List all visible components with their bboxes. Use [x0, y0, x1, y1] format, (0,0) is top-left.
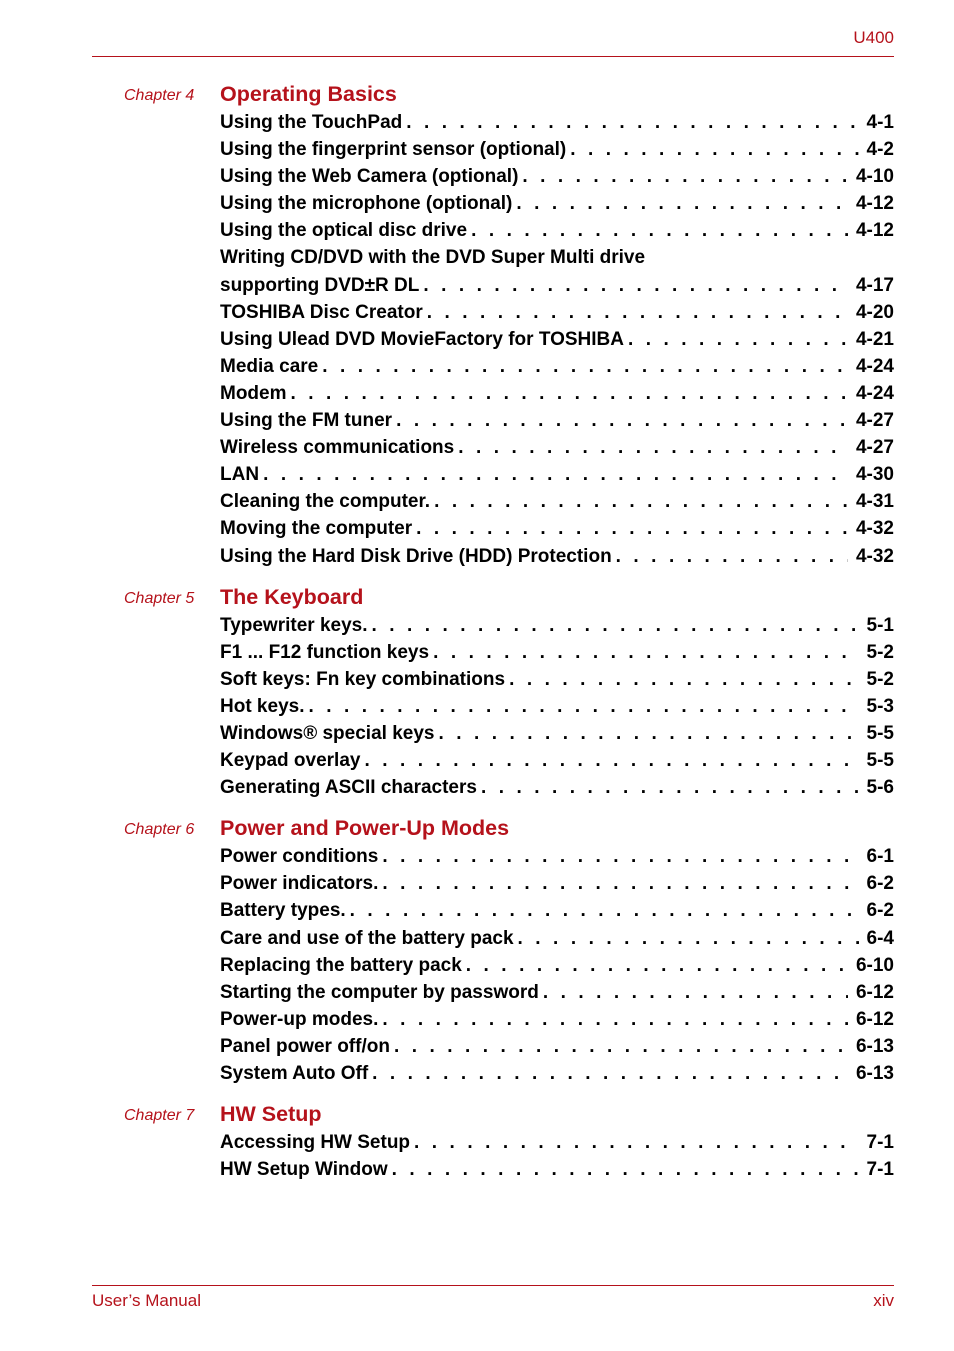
dot-leader — [392, 1156, 859, 1183]
toc-entry-title: Power-up modes. — [220, 1008, 379, 1030]
toc-entry-page: 5-2 — [866, 668, 894, 690]
dot-leader — [522, 163, 848, 190]
toc-entry-page: 4-21 — [855, 328, 894, 350]
toc-entry-title: Power indicators. — [220, 873, 379, 895]
toc-entry[interactable] — [220, 272, 894, 299]
toc-entry[interactable] — [220, 136, 894, 163]
toc-entry-page: 6-13 — [855, 1063, 894, 1084]
chapter-label: Chapter 6 — [124, 821, 195, 839]
toc-entry-title: Using the Hard Disk Drive (HDD) Protection — [220, 545, 612, 567]
chapter-entry-list — [220, 612, 894, 802]
toc-entry[interactable] — [220, 1156, 894, 1183]
toc-entry-page: 4-10 — [855, 166, 894, 188]
toc-entry[interactable] — [220, 353, 894, 380]
toc-entry-title: Using the Web Camera (optional) — [220, 166, 519, 188]
toc-entry-title: Soft keys: Fn key combinations — [220, 668, 506, 690]
toc-entry-title: Using the optical disc drive — [220, 220, 468, 242]
toc-entry[interactable] — [220, 190, 894, 217]
dot-leader — [466, 952, 848, 979]
toc-entry[interactable] — [220, 488, 894, 515]
dot-leader — [372, 1060, 848, 1087]
dot-leader — [414, 1129, 858, 1156]
toc-entry-page: 5-5 — [866, 750, 894, 772]
toc-entry[interactable] — [220, 1006, 894, 1033]
toc-entry-page: 6-10 — [855, 954, 894, 976]
dot-leader — [291, 380, 848, 407]
toc-entry-title: Windows® special keys — [220, 722, 435, 744]
dot-leader — [364, 747, 858, 774]
toc-entry-title: Using the microphone (optional) — [220, 193, 513, 215]
toc-entry-title: Cleaning the computer. — [220, 491, 431, 513]
toc-entry-page: 4-17 — [855, 274, 894, 296]
toc-entry-title: Keypad overlay — [220, 750, 361, 772]
toc-entry[interactable] — [220, 747, 894, 774]
chapter-entry-list — [220, 1129, 894, 1183]
chapter-section — [0, 583, 954, 802]
toc-entry[interactable] — [220, 244, 894, 271]
dot-leader — [382, 870, 858, 897]
toc-entry-title: F1 ... F12 function keys — [220, 641, 430, 663]
toc-entry-page: 4-12 — [855, 220, 894, 242]
toc-entry[interactable] — [220, 720, 894, 747]
toc-entry-title: Accessing HW Setup — [220, 1132, 411, 1154]
toc-entry-title: Using the fingerprint sensor (optional) — [220, 139, 567, 161]
toc-entry-title: Panel power off/on — [220, 1035, 390, 1057]
toc-entry[interactable] — [220, 434, 894, 461]
toc-entry-title: Generating ASCII characters — [220, 777, 477, 799]
dot-leader — [434, 488, 848, 515]
toc-entry[interactable] — [220, 639, 894, 666]
dot-leader — [308, 693, 858, 720]
toc-entry[interactable] — [220, 217, 894, 244]
toc-entry[interactable] — [220, 543, 894, 570]
dot-leader — [616, 543, 848, 570]
toc-entry-title: Moving the computer — [220, 518, 413, 540]
chapter-entry-list — [220, 843, 894, 1087]
toc-entry-title: Writing CD/DVD with the DVD Super Multi drive — [220, 247, 646, 269]
toc-entry-page: 4-32 — [855, 518, 894, 540]
dot-leader — [394, 1033, 848, 1060]
toc-entry-page: 6-13 — [855, 1035, 894, 1057]
dot-leader — [350, 897, 859, 924]
chapter-label: Chapter 4 — [124, 87, 195, 104]
dot-leader — [433, 639, 858, 666]
toc-entry[interactable] — [220, 461, 894, 488]
toc-entry-page: 4-1 — [866, 112, 894, 133]
footer-page-number: xiv — [873, 1291, 894, 1310]
chapter-label: Chapter 7 — [124, 1107, 195, 1125]
toc-entry[interactable] — [220, 952, 894, 979]
toc-entry-page: 5-5 — [866, 722, 894, 744]
toc-entry-page: 7-1 — [866, 1132, 894, 1154]
toc-entry-title: Replacing the battery pack — [220, 954, 462, 976]
table-of-contents — [0, 80, 954, 1196]
toc-entry-page: 4-2 — [866, 139, 894, 161]
dot-leader — [382, 1006, 848, 1033]
header-model-name: U400 — [853, 28, 894, 47]
dot-leader — [543, 979, 848, 1006]
toc-entry-page: 6-2 — [866, 900, 894, 922]
toc-entry[interactable] — [220, 925, 894, 952]
toc-entry[interactable] — [220, 407, 894, 434]
dot-leader — [427, 299, 848, 326]
dot-leader — [518, 925, 859, 952]
toc-entry-page: 5-6 — [866, 777, 894, 799]
toc-entry[interactable] — [220, 693, 894, 720]
toc-entry-title: Typewriter keys. — [220, 614, 368, 636]
dot-leader — [263, 461, 848, 488]
dot-leader — [471, 217, 848, 244]
toc-entry[interactable] — [220, 774, 894, 801]
toc-entry[interactable] — [220, 1060, 894, 1087]
toc-entry-title: Using the TouchPad — [220, 112, 403, 133]
chapter-label: Chapter 5 — [124, 589, 195, 607]
toc-entry-page: 4-12 — [855, 193, 894, 215]
toc-entry[interactable] — [220, 1129, 894, 1156]
chapter-section — [0, 814, 954, 1087]
toc-entry-page: 4-24 — [855, 382, 894, 404]
toc-entry-page: 4-32 — [855, 545, 894, 567]
dot-leader — [458, 434, 848, 461]
toc-entry-page: 4-24 — [855, 355, 894, 377]
toc-entry-title: supporting DVD±R DL — [220, 274, 420, 296]
dot-leader — [423, 272, 848, 299]
toc-entry-page: 5-1 — [866, 614, 894, 636]
chapter-title[interactable]: HW Setup — [220, 1102, 322, 1127]
toc-entry[interactable] — [220, 897, 894, 924]
dot-leader — [481, 774, 859, 801]
toc-entry[interactable] — [220, 299, 894, 326]
toc-entry-page: 4-30 — [855, 464, 894, 486]
toc-entry-title: Power conditions — [220, 846, 379, 868]
toc-entry-page: 4-27 — [855, 410, 894, 432]
toc-entry[interactable] — [220, 163, 894, 190]
toc-entry-title: Using Ulead DVD MovieFactory for TOSHIBA — [220, 328, 624, 350]
dot-leader — [416, 515, 848, 542]
toc-entry-page: 5-2 — [866, 641, 894, 663]
toc-entry[interactable] — [220, 1033, 894, 1060]
chapter-title[interactable]: The Keyboard — [220, 584, 364, 609]
toc-entry-title: Using the FM tuner — [220, 410, 393, 432]
toc-entry-title: Hot keys. — [220, 695, 305, 717]
toc-entry[interactable] — [220, 870, 894, 897]
toc-entry-page: 6-12 — [855, 981, 894, 1003]
dot-leader — [509, 666, 858, 693]
chapter-section — [0, 1100, 954, 1183]
footer-manual-title: User’s Manual — [92, 1291, 201, 1310]
dot-leader — [516, 190, 848, 217]
dot-leader — [322, 353, 848, 380]
toc-entry-title: HW Setup Window — [220, 1159, 388, 1181]
footer-rule — [92, 1285, 894, 1286]
toc-entry-page: 5-3 — [866, 695, 894, 717]
toc-entry-title: Media care — [220, 355, 319, 377]
toc-entry-page: 6-4 — [866, 927, 894, 949]
toc-entry-title: TOSHIBA Disc Creator — [220, 301, 423, 323]
toc-entry[interactable] — [220, 979, 894, 1006]
toc-entry-page: 6-2 — [866, 873, 894, 895]
dot-leader — [438, 720, 858, 747]
toc-entry[interactable] — [220, 612, 894, 639]
dot-leader — [382, 843, 858, 870]
toc-entry-page: 7-1 — [866, 1159, 894, 1181]
dot-leader — [570, 136, 858, 163]
chapter-title[interactable]: Operating Basics — [220, 82, 397, 106]
toc-entry-title: Care and use of the battery pack — [220, 927, 514, 949]
toc-entry-title: Wireless communications — [220, 437, 455, 459]
toc-entry-title: Modem — [220, 382, 287, 404]
toc-entry-page: 4-31 — [855, 491, 894, 513]
dot-leader — [396, 407, 848, 434]
toc-entry-page: 6-1 — [866, 846, 894, 868]
header-rule — [92, 56, 894, 57]
toc-entry-title: System Auto Off — [220, 1063, 369, 1084]
toc-entry-title: Battery types. — [220, 900, 346, 922]
toc-entry[interactable] — [220, 380, 894, 407]
toc-entry-page: 6-12 — [855, 1008, 894, 1030]
toc-entry[interactable] — [220, 666, 894, 693]
toc-entry-page: 4-20 — [855, 301, 894, 323]
toc-entry[interactable] — [220, 109, 894, 136]
chapter-entry-list — [220, 109, 894, 570]
chapter-title[interactable]: Power and Power-Up Modes — [220, 816, 510, 841]
toc-entry-title: LAN — [220, 464, 260, 486]
toc-entry-title: Starting the computer by password — [220, 981, 539, 1003]
toc-entry-page: 4-27 — [855, 437, 894, 459]
chapter-section — [0, 80, 954, 570]
dot-leader — [628, 326, 848, 353]
toc-entry[interactable] — [220, 515, 894, 542]
toc-entry[interactable] — [220, 326, 894, 353]
dot-leader — [406, 109, 858, 136]
dot-leader — [372, 612, 859, 639]
toc-entry[interactable] — [220, 843, 894, 870]
